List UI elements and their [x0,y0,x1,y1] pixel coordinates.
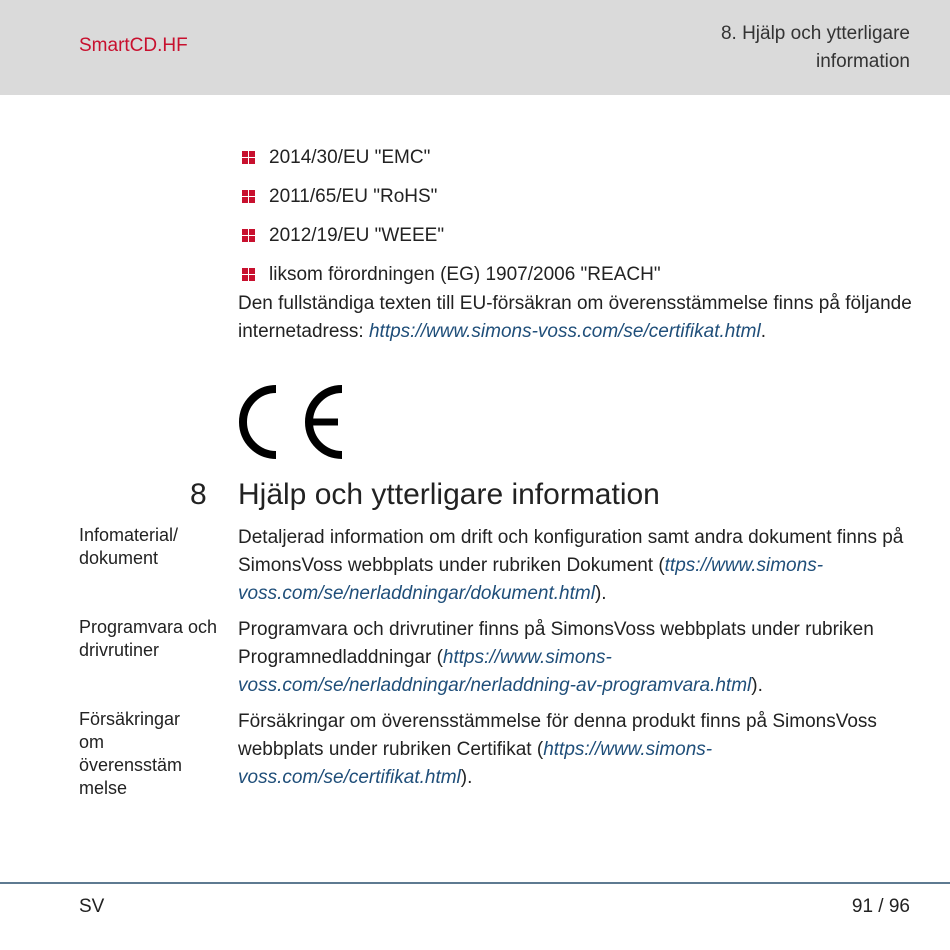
list-item-text: 2012/19/EU "WEEE" [269,224,445,246]
list-item-text: liksom förordningen (EG) 1907/2006 "REACH" [269,263,661,285]
page-number: 91 / 96 [851,896,910,917]
paragraph-text: Programvara och drivrutiner finns på SimonsVoss webbplats under rubriken Programnedladdningar ( [238,619,874,668]
bullet-icon [242,190,255,203]
bullet-icon [242,229,255,242]
paragraph-text: ). [594,583,607,604]
section-number: 8 [190,478,207,511]
paragraph-text: Den fullständiga texten till EU-försäkran om överensstämmelse finns på följande internetadress: [238,293,912,342]
list-item [242,255,661,294]
list-item [242,216,661,255]
certificates-paragraph [238,708,918,792]
directive-list [242,138,661,294]
list-item [242,138,661,177]
conformity-paragraph [238,290,918,346]
list-item-text: 2011/65/EU "RoHS" [269,185,438,207]
paragraph-text: Detaljerad information om drift och konfiguration samt andra dokument finns på SimonsVoss webbplats under rubriken Dokument ( [238,527,904,576]
chapter-title [721,20,910,76]
list-item-text: 2014/30/EU "EMC" [269,146,431,168]
documents-paragraph [238,524,918,608]
paragraph-text: ). [460,767,473,788]
bullet-icon [242,151,255,164]
paragraph-text: Försäkringar om överensstämmelse för denna produkt finns på SimonsVoss webbplats under rubriken Certifikat ( [238,711,877,760]
section-title: Hjälp och ytterligare information [238,478,660,511]
paragraph-text: . [760,321,766,342]
software-link[interactable]: https://www.simons-voss.com/se/nerladdningar/nerladdning-av-programvara.html [238,647,752,696]
footer-language: SV [79,896,105,917]
documents-link[interactable]: ttps://www.simons-voss.com/se/nerladdningar/dokument.html [238,555,824,604]
certificate-link[interactable]: https://www.simons-voss.com/se/certifikat.html [368,321,761,342]
page-header [0,0,950,95]
certificates-link[interactable]: https://www.simons-voss.com/se/certifikat.html [238,739,713,788]
footer-divider [0,882,950,884]
brand-name: SmartCD.HF [79,35,188,56]
side-label: Infomaterial/ dokument [79,525,179,568]
side-label: Försäkringar om överensstäm melse [79,709,183,798]
list-item [242,177,661,216]
chapter-title-line: information [816,51,910,72]
chapter-title-line: 8. Hjälp och ytterligare [720,23,910,44]
side-label: Programvara och drivrutiner [79,617,218,660]
paragraph-text: ). [751,675,763,696]
ce-mark-icon [238,383,348,461]
bullet-icon [242,268,255,281]
software-paragraph [238,616,918,700]
